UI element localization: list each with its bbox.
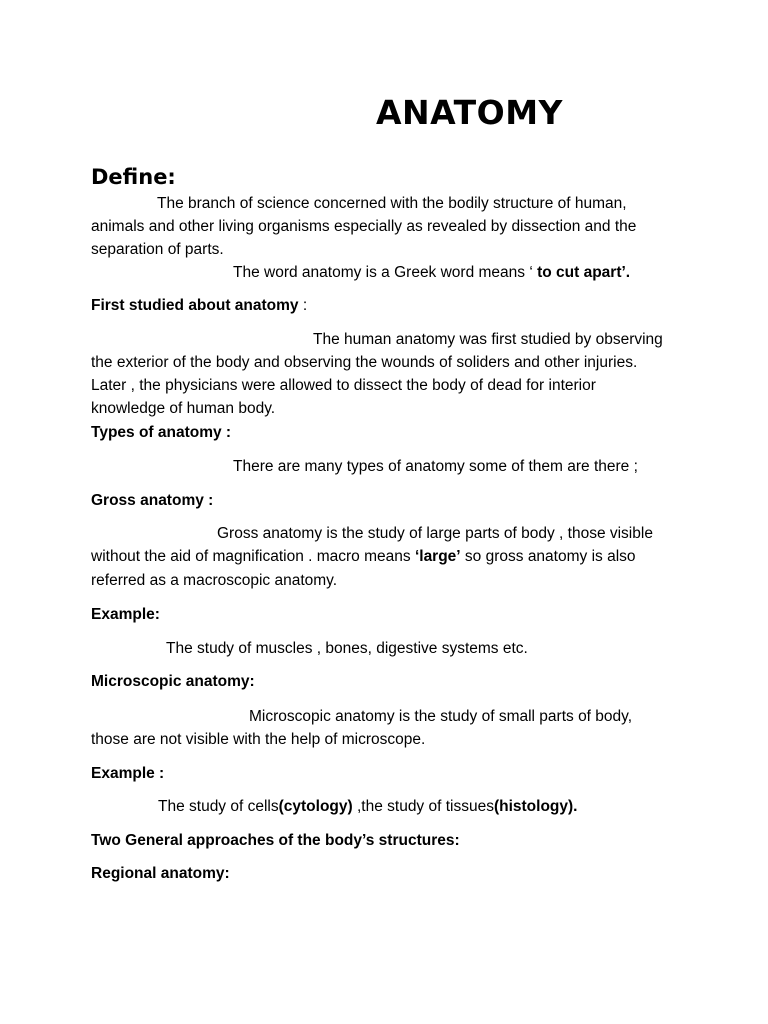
types-heading: Types of anatomy : — [91, 424, 232, 441]
gross-anatomy-heading: Gross anatomy : — [91, 492, 214, 509]
define-text-line-1: The branch of science concerned with the bodily structure of human, — [157, 195, 627, 212]
define-heading: Define: — [91, 165, 176, 189]
microscopic-anatomy-line-2: those are not visible with the help of microscope. — [91, 731, 426, 748]
page-title: ANATOMY — [376, 93, 563, 132]
define-text-line-2: animals and other living organisms especially as revealed by dissection and the — [91, 218, 637, 235]
gross-line-2-bold: ‘large’ — [414, 548, 461, 565]
gross-anatomy-line-3: referred as a macroscopic anatomy. — [91, 572, 338, 589]
greek-meaning-bold: to cut apart’. — [532, 264, 631, 281]
first-studied-line-4: knowledge of human body. — [91, 400, 276, 417]
first-studied-line-3: Later , the physicians were allowed to dissect the body of dead for interior — [91, 377, 596, 394]
greek-meaning-line — [233, 261, 630, 284]
gross-anatomy-line-1: Gross anatomy is the study of large parts of body , those visible — [217, 525, 653, 542]
example-2-heading: Example : — [91, 765, 165, 782]
gross-line-2-prefix: without the aid of magnification . macro means — [91, 548, 415, 565]
first-studied-heading-text: First studied about anatomy — [91, 297, 299, 314]
example-2-line — [158, 795, 578, 818]
first-studied-heading-suffix: : — [298, 297, 308, 314]
example-1-heading: Example: — [91, 606, 160, 623]
gross-line-2-suffix: so gross anatomy is also — [460, 548, 636, 565]
first-studied-line-2: the exterior of the body and observing the wounds of soliders and other injuries. — [91, 354, 638, 371]
example-2-part-1: The study of cells — [158, 798, 279, 815]
greek-meaning-text: The word anatomy is a Greek word means ‘ — [233, 264, 533, 281]
first-studied-heading — [91, 294, 307, 317]
define-text-line-3: separation of parts. — [91, 241, 224, 258]
example-2-cytology: (cytology) — [278, 798, 353, 815]
gross-anatomy-line-2 — [91, 545, 636, 568]
example-1-line: The study of muscles , bones, digestive systems etc. — [166, 640, 528, 657]
regional-anatomy-heading: Regional anatomy: — [91, 865, 230, 882]
microscopic-anatomy-heading: Microscopic anatomy: — [91, 673, 255, 690]
example-2-histology: (histology). — [493, 798, 578, 815]
approaches-heading: Two General approaches of the body’s structures: — [91, 832, 460, 849]
first-studied-line-1: The human anatomy was first studied by observing — [313, 331, 663, 348]
types-line-1: There are many types of anatomy some of them are there ; — [233, 458, 638, 475]
example-2-part-3: ,the study of tissues — [352, 798, 494, 815]
microscopic-anatomy-line-1: Microscopic anatomy is the study of small parts of body, — [249, 708, 633, 725]
